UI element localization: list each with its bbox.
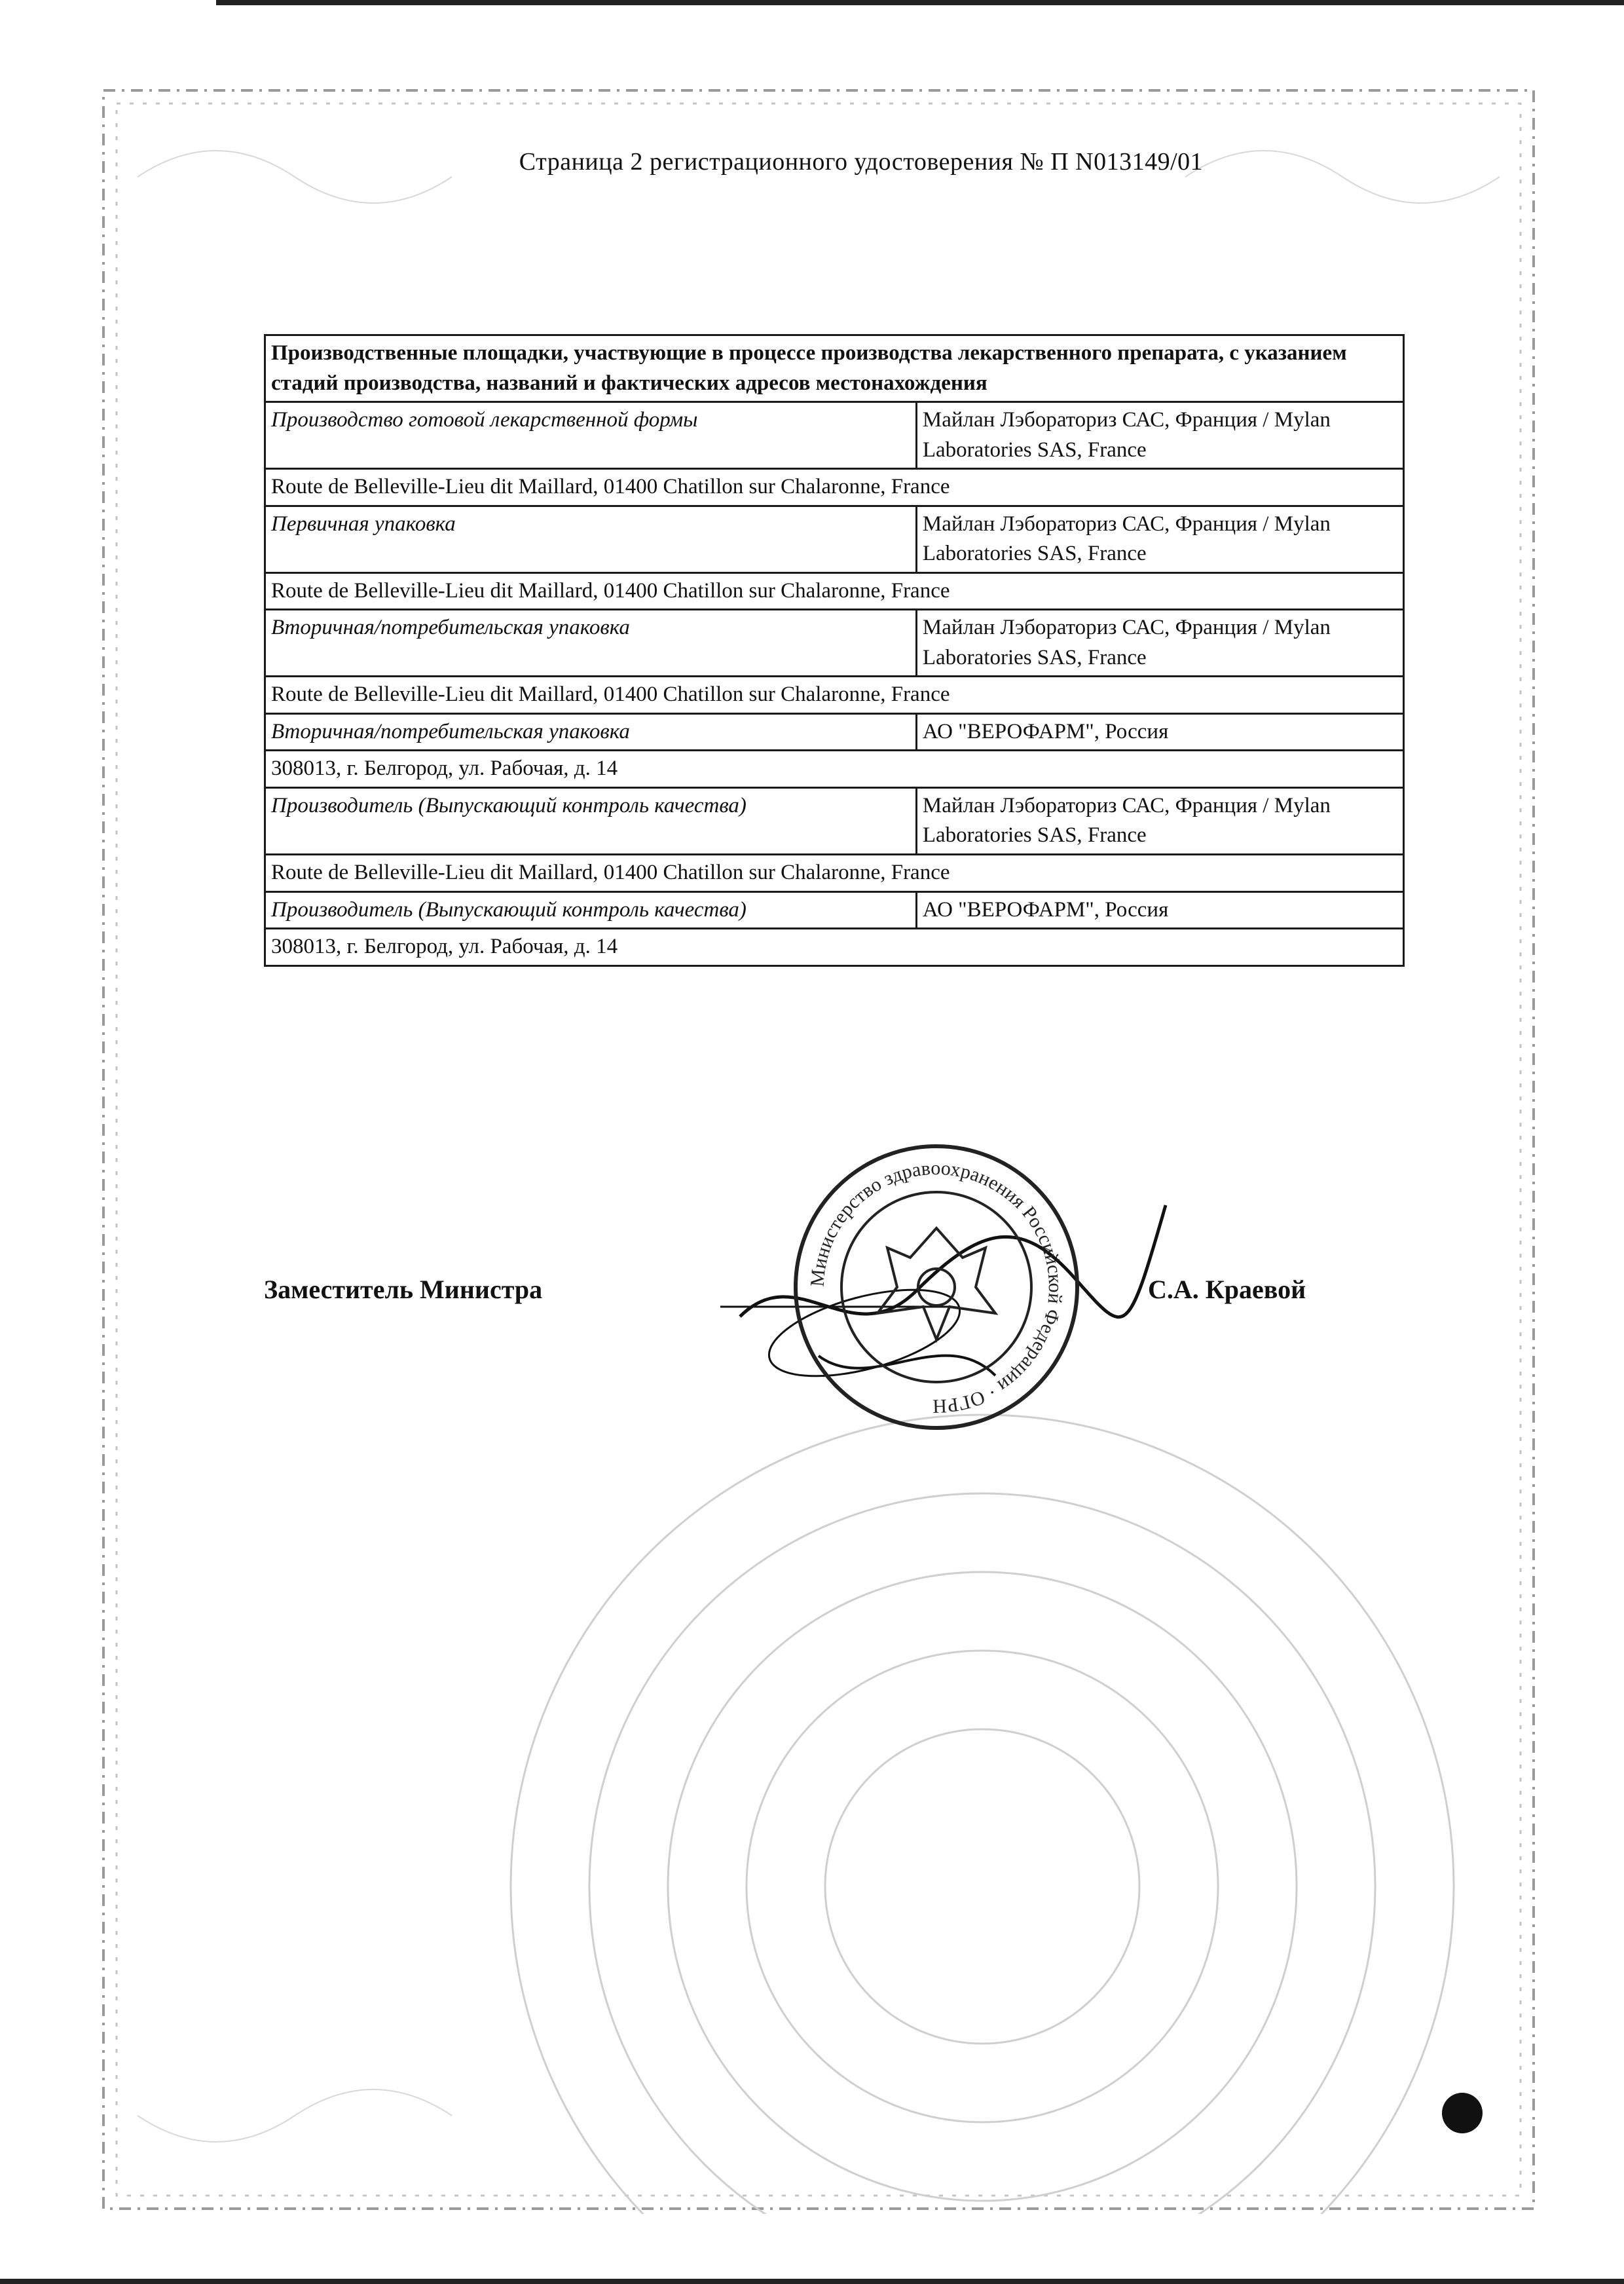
address-cell: Route de Belleville-Lieu dit Maillard, 01400 Chatillon sur Chalaronne, France — [265, 854, 1404, 891]
manufacturer-cell: Майлан Лэбораториз САС, Франция / Mylan Laboratories SAS, France — [916, 787, 1403, 854]
svg-text:Министерство здравоохранения Р — [807, 1157, 1067, 1417]
page-header: Страница 2 регистрационного удостоверения № П N013149/01 — [519, 148, 1204, 176]
stage-cell: Вторичная/потребительская упаковка — [265, 713, 917, 751]
address-cell: Route de Belleville-Lieu dit Maillard, 01400 Chatillon sur Chalaronne, France — [265, 677, 1404, 714]
table-row — [265, 787, 1404, 854]
seal-ring-text: Министерство здравоохранения Российской Федерации · ОГРН — [806, 1157, 1067, 1417]
table-row — [265, 713, 1404, 751]
address-cell: Route de Belleville-Lieu dit Maillard, 01400 Chatillon sur Chalaronne, France — [265, 469, 1404, 506]
bottom-border-line — [0, 2279, 1624, 2284]
address-row — [265, 751, 1404, 788]
signatory-name: С.А. Краевой — [1148, 1275, 1306, 1304]
table-row — [265, 891, 1404, 929]
address-row — [265, 854, 1404, 891]
table-row — [265, 506, 1404, 572]
manufacturer-cell: АО "ВЕРОФАРМ", Россия — [916, 891, 1403, 929]
address-row — [265, 677, 1404, 714]
address-cell: 308013, г. Белгород, ул. Рабочая, д. 14 — [265, 751, 1404, 788]
address-cell: 308013, г. Белгород, ул. Рабочая, д. 14 — [265, 929, 1404, 966]
table-row — [265, 610, 1404, 677]
stage-cell: Производитель (Выпускающий контроль качества) — [265, 891, 917, 929]
stage-cell: Вторичная/потребительская упаковка — [265, 610, 917, 677]
stage-cell: Первичная упаковка — [265, 506, 917, 572]
production-sites-table — [264, 334, 1405, 967]
manufacturer-cell: АО "ВЕРОФАРМ", Россия — [916, 713, 1403, 751]
stage-cell: Производство готовой лекарственной формы — [265, 402, 917, 469]
table-heading: Производственные площадки, участвующие в процессе производства лекарственного препарата, с указанием стадий производства, названий и фактических адресов местонахождения — [265, 335, 1404, 402]
top-border-line — [216, 0, 1624, 5]
address-row — [265, 929, 1404, 966]
address-row — [265, 469, 1404, 506]
manufacturer-cell: Майлан Лэбораториз САС, Франция / Mylan Laboratories SAS, France — [916, 610, 1403, 677]
hole-punch-mark — [1442, 2093, 1483, 2133]
manufacturer-cell: Майлан Лэбораториз САС, Франция / Mylan Laboratories SAS, France — [916, 506, 1403, 572]
signatory-position: Заместитель Министра — [264, 1275, 543, 1304]
official-seal — [786, 1136, 1087, 1441]
table-heading-row — [265, 335, 1404, 402]
table-row — [265, 402, 1404, 469]
address-row — [265, 572, 1404, 610]
address-cell: Route de Belleville-Lieu dit Maillard, 01400 Chatillon sur Chalaronne, France — [265, 572, 1404, 610]
manufacturer-cell: Майлан Лэбораториз САС, Франция / Mylan Laboratories SAS, France — [916, 402, 1403, 469]
stage-cell: Производитель (Выпускающий контроль качества) — [265, 787, 917, 854]
